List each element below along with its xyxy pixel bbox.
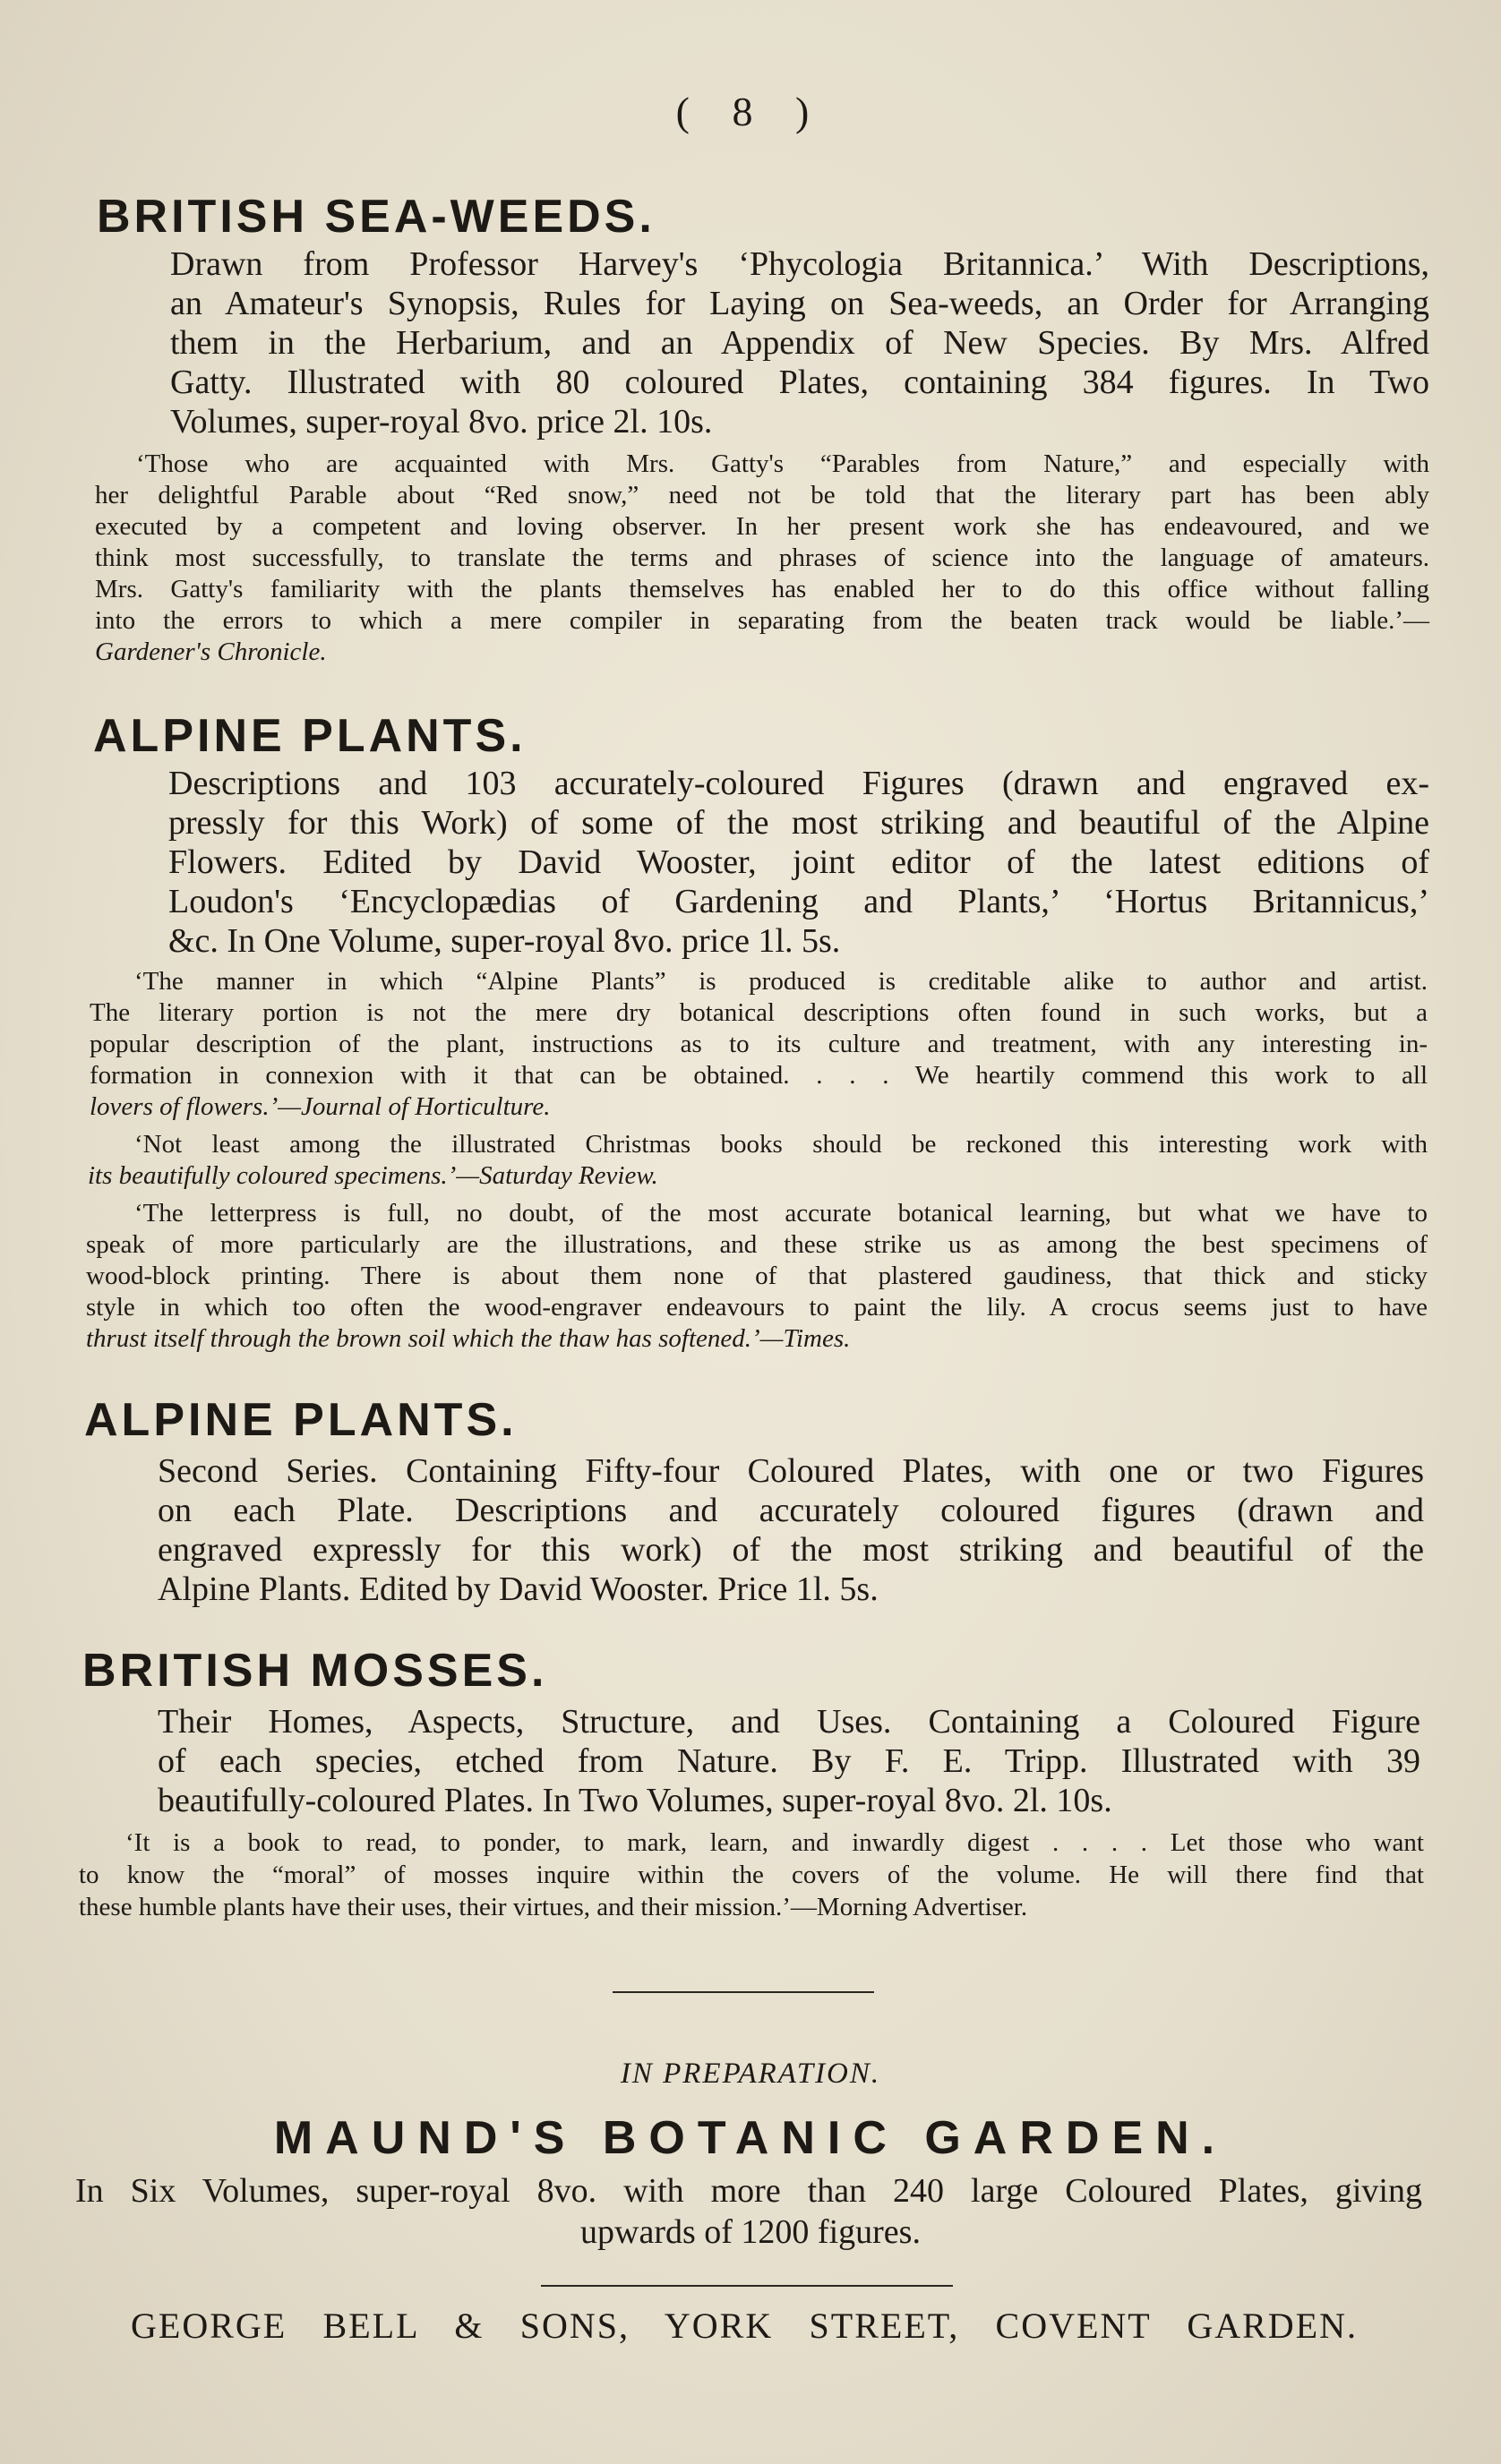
body-line: them in the Herbarium, and an Appendix of New Species. By Mrs. Alfred xyxy=(170,324,1429,362)
in-preparation-label: IN PREPARATION. xyxy=(620,2058,881,2090)
quote-line: Mrs. Gatty's familiarity with the plants themselves has enabled her to do this office without falling xyxy=(95,575,1429,603)
body-line: beautifully-coloured Plates. In Two Volumes, super-royal 8vo. 2l. 10s. xyxy=(158,1782,1112,1819)
quote-line: ‘Those who are acquainted with Mrs. Gatty's “Parables from Nature,” and especially with xyxy=(136,449,1429,478)
quote-line: ‘The letterpress is full, no doubt, of the most accurate botanical learning, but what we have to xyxy=(134,1199,1428,1228)
quote-line: to know the “moral” of mosses inquire within the covers of the volume. He will there find that xyxy=(79,1861,1424,1889)
body-line: Descriptions and 103 accurately-coloured Figures (drawn and engraved ex- xyxy=(168,765,1429,802)
body-line: engraved expressly for this work) of the most striking and beautiful of the xyxy=(158,1531,1424,1569)
quote-line: executed by a competent and loving observer. In her present work she has endeavoured, and we xyxy=(95,512,1429,541)
quote-line: think most successfully, to translate the terms and phrases of science into the language of amateurs. xyxy=(95,543,1429,572)
body-line: of each species, etched from Nature. By F. E. Tripp. Illustrated with 39 xyxy=(158,1742,1420,1780)
heading-alpine-plants: ALPINE PLANTS. xyxy=(93,710,527,762)
quote-line: ‘It is a book to read, to ponder, to mark, learn, and inwardly digest . . . . Let those who want xyxy=(125,1828,1424,1857)
quote-source: Gardener's Chronicle. xyxy=(95,637,327,666)
body-line: In Six Volumes, super-royal 8vo. with more than 240 large Coloured Plates, giving xyxy=(75,2172,1422,2210)
body-line: Their Homes, Aspects, Structure, and Uses. Containing a Coloured Figure xyxy=(158,1703,1420,1741)
quote-line: style in which too often the wood-engraver endeavours to paint the lily. A crocus seems just to have xyxy=(86,1293,1428,1322)
body-line: Second Series. Containing Fifty-four Coloured Plates, with one or two Figures xyxy=(158,1452,1424,1490)
body-line: pressly for this Work) of some of the most striking and beautiful of the Alpine xyxy=(168,804,1429,842)
body-line: Volumes, super-royal 8vo. price 2l. 10s. xyxy=(170,403,713,441)
maunds-botanic-garden-title: MAUND'S BOTANIC GARDEN. xyxy=(273,2112,1228,2164)
body-line: Drawn from Professor Harvey's ‘Phycologia Britannica.’ With Descriptions, xyxy=(170,245,1429,283)
body-line: Flowers. Edited by David Wooster, joint editor of the latest editions of xyxy=(168,843,1429,881)
quote-line: The literary portion is not the mere dry botanical descriptions often found in such works, but a xyxy=(90,998,1428,1027)
body-line: &c. In One Volume, super-royal 8vo. price 1l. 5s. xyxy=(168,922,841,960)
body-line: on each Plate. Descriptions and accurately coloured figures (drawn and xyxy=(158,1492,1424,1529)
quote-line: thrust itself through the brown soil which the thaw has softened.’—Times. xyxy=(86,1324,851,1353)
body-line: Alpine Plants. Edited by David Wooster. Price 1l. 5s. xyxy=(158,1570,879,1608)
quote-line: lovers of flowers.’—Journal of Horticulture. xyxy=(90,1092,551,1121)
quote-line: her delightful Parable about “Red snow,” need not be told that the literary part has been ably xyxy=(95,481,1429,509)
quote-line: wood-block printing. There is about them none of that plastered gaudiness, that thick and sticky xyxy=(86,1262,1428,1290)
page-number: ( 8 ) xyxy=(675,89,826,134)
heading-british-sea-weeds: BRITISH SEA-WEEDS. xyxy=(97,191,656,243)
quote-line: its beautifully coloured specimens.’—Saturday Review. xyxy=(88,1161,658,1190)
quote-line: popular description of the plant, instructions as to its culture and treatment, with any interesting in- xyxy=(90,1030,1428,1058)
body-line: upwards of 1200 figures. xyxy=(580,2213,921,2251)
divider-rule xyxy=(613,1991,874,1993)
quote-line: ‘Not least among the illustrated Christmas books should be reckoned this interesting work with xyxy=(134,1130,1428,1159)
body-line: Gatty. Illustrated with 80 coloured Plates, containing 384 figures. In Two xyxy=(170,364,1429,401)
quote-line: these humble plants have their uses, their virtues, and their mission.’—Morning Advertiser. xyxy=(79,1893,1028,1921)
heading-british-mosses: BRITISH MOSSES. xyxy=(82,1645,548,1697)
quote-line: ‘The manner in which “Alpine Plants” is produced is creditable alike to author and artist. xyxy=(134,967,1428,996)
quote-line: speak of more particularly are the illustrations, and these strike us as among the best specimens of xyxy=(86,1230,1428,1259)
divider-rule xyxy=(541,2285,953,2287)
body-line: an Amateur's Synopsis, Rules for Laying on Sea-weeds, an Order for Arranging xyxy=(170,285,1429,322)
publisher-imprint: GEORGE BELL & SONS, YORK STREET, COVENT GARDEN. xyxy=(131,2306,1358,2346)
quote-line: into the errors to which a mere compiler in separating from the beaten track would be liable.’— xyxy=(95,606,1429,635)
body-line: Loudon's ‘Encyclopædias of Gardening and Plants,’ ‘Hortus Britannicus,’ xyxy=(168,883,1429,920)
heading-alpine-plants-second: ALPINE PLANTS. xyxy=(84,1394,518,1446)
quote-line: formation in connexion with it that can be obtained. . . . We heartily commend this work to all xyxy=(90,1061,1428,1090)
